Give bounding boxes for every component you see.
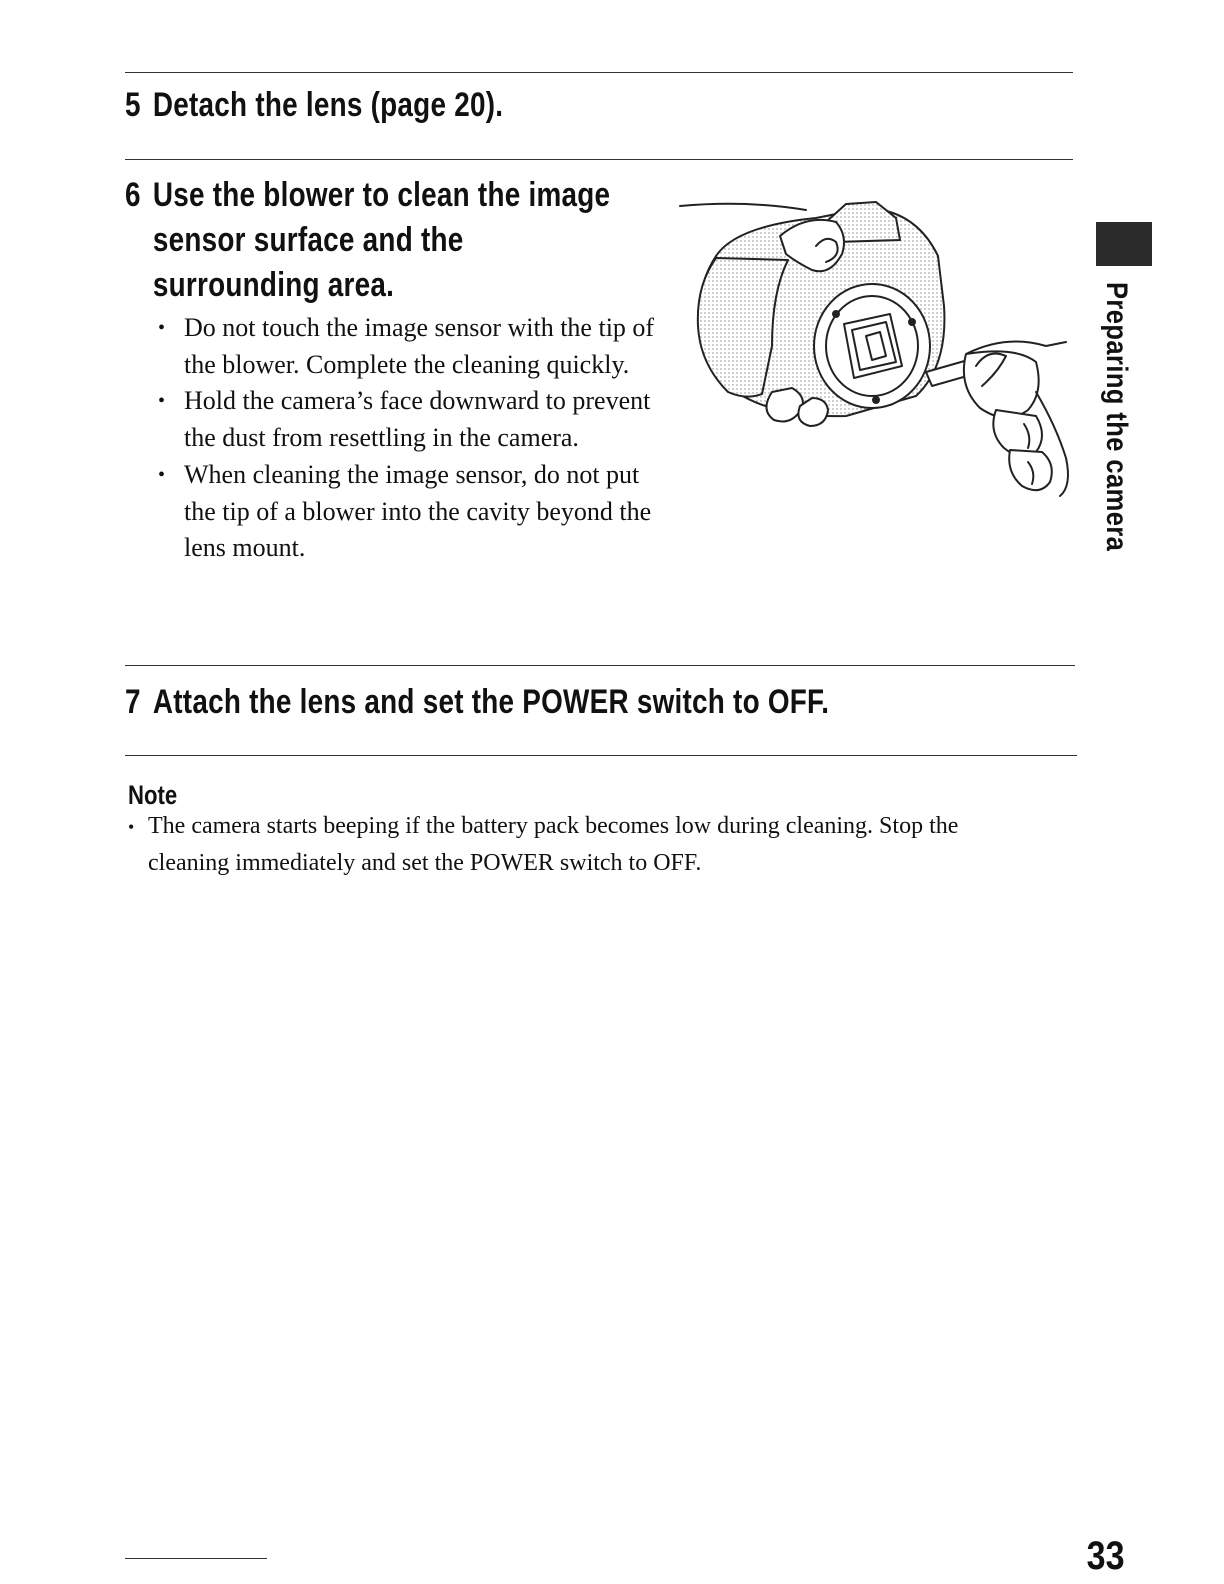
step-6-heading: [125, 173, 610, 308]
note-line-2: cleaning immediately and set the POWER switch to OFF.: [148, 850, 702, 876]
note-label: Note: [128, 780, 178, 810]
bullet-dot-icon: •: [158, 463, 166, 486]
step-6-line-1: Use the blower to clean the image: [152, 176, 611, 214]
note-bullet-icon: •: [128, 817, 135, 837]
bullet-dot-icon: •: [158, 317, 166, 339]
step-7-number: 7: [125, 683, 141, 721]
section-tab-marker: [1096, 222, 1152, 266]
note-text: [128, 808, 1088, 881]
bullet-text: Hold the camera’s face downward to prevent the dust from resettling in the camera.: [184, 386, 651, 453]
camera-blower-cleaning-illustration-icon: [676, 196, 1076, 516]
rule-before-step-6: [125, 159, 1073, 160]
note-line-1: The camera starts beeping if the battery pack becomes low during cleaning. Stop the: [148, 813, 959, 839]
section-tab-label: Preparing the camera: [1100, 282, 1133, 552]
step-6-line-3: surrounding area.: [152, 266, 395, 304]
step-6-number: 6: [125, 176, 141, 214]
bullet-dot-icon: •: [158, 390, 166, 413]
step-6-line-2: sensor surface and the: [152, 221, 464, 259]
bullet-text: When cleaning the image sensor, do not put the tip of a blower into the cavity beyond the lens mount.: [184, 459, 652, 563]
step-5-text: Detach the lens (page 20).: [152, 86, 504, 124]
step-7-text: Attach the lens and set the POWER switch to OFF.: [152, 683, 830, 721]
bullet-text: Do not touch the image sensor with the tip of the blower. Complete the cleaning quickly.: [184, 313, 655, 379]
bullet-item: [158, 457, 658, 567]
bullet-item: [158, 310, 658, 383]
step-5-heading: [125, 83, 503, 128]
bullet-item: [158, 383, 658, 456]
rule-top: [125, 72, 1073, 73]
step-7-heading: [125, 680, 829, 725]
step-6-bullet-list: [158, 310, 658, 567]
page-number: 33: [1086, 1534, 1124, 1578]
step-5-number: 5: [125, 86, 141, 124]
rule-before-step-7: [125, 665, 1075, 666]
rule-before-note: [125, 755, 1077, 756]
footer-rule: [125, 1558, 267, 1559]
